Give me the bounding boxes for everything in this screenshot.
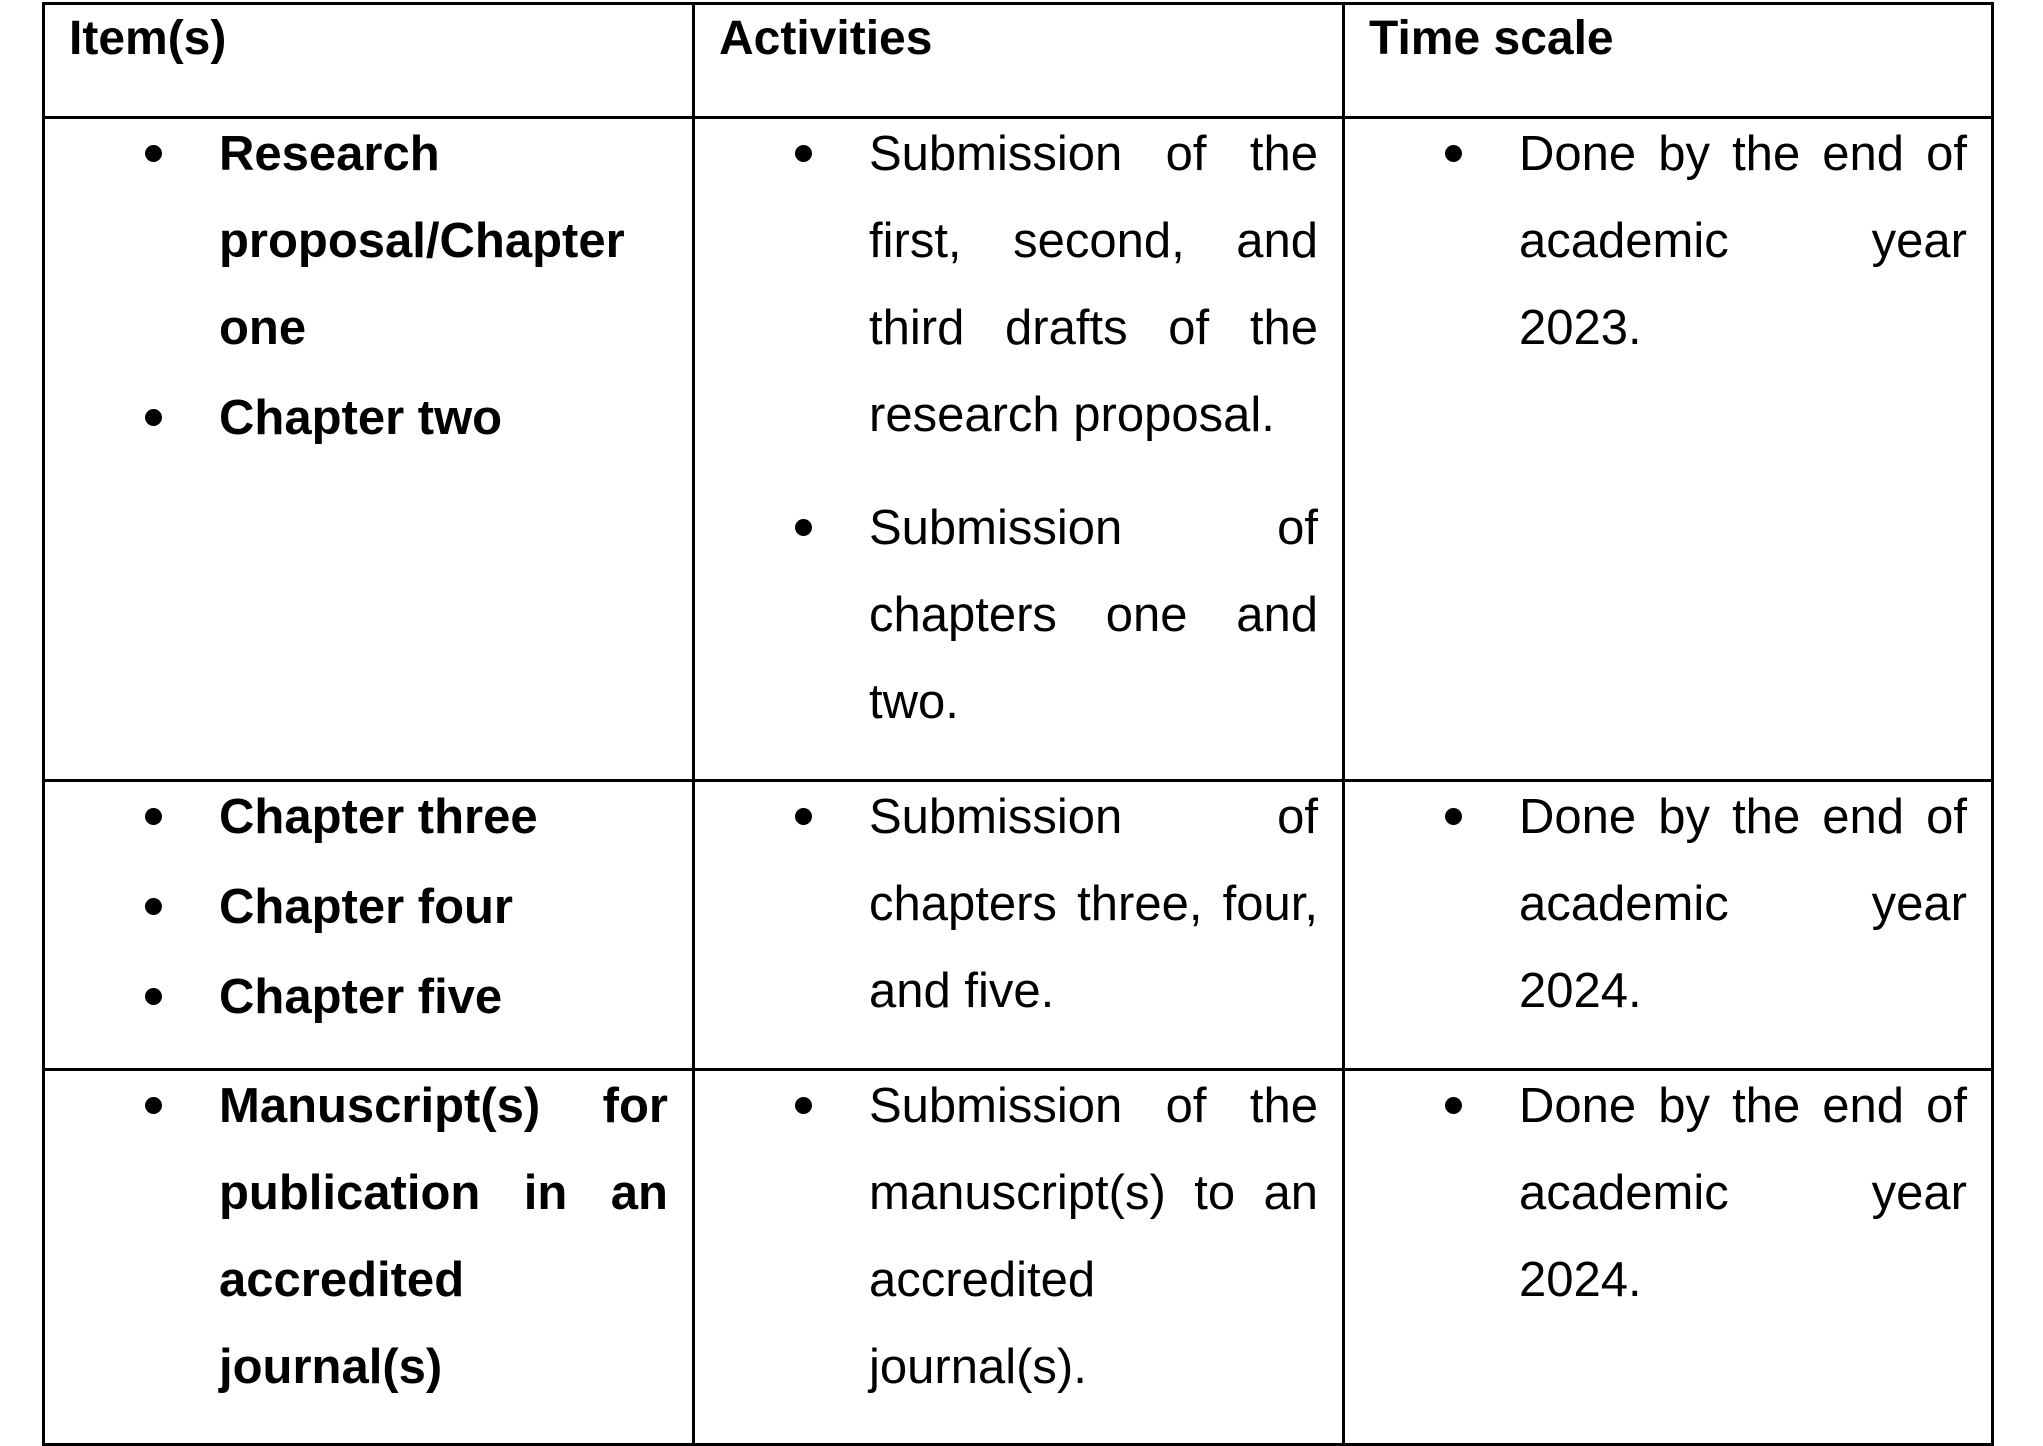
items-cell xyxy=(44,781,694,1070)
list-item: Chapter five xyxy=(45,954,668,1041)
activities-list xyxy=(695,111,1342,746)
list-item: Manuscript(s) for publication in an accredited journal(s) xyxy=(45,1063,668,1411)
items-list xyxy=(45,111,692,462)
bullet-icon xyxy=(145,898,162,915)
time-scale-list xyxy=(1345,111,1991,372)
time-scale-list xyxy=(1345,774,1991,1035)
list-item: Submission of the manuscript(s) to an accredited journal(s). xyxy=(695,1063,1318,1411)
list-item: Submission of chapters one and two. xyxy=(695,485,1318,746)
activities-list xyxy=(695,774,1342,1035)
list-item: Chapter two xyxy=(45,375,668,462)
time-scale-cell xyxy=(1344,781,1993,1070)
activities-cell xyxy=(694,781,1344,1070)
bullet-icon xyxy=(1445,808,1462,825)
list-item: Research proposal/Chapter one xyxy=(45,111,668,372)
items-list xyxy=(45,1063,692,1411)
table-header-row xyxy=(44,4,1993,118)
items-cell xyxy=(44,1070,694,1445)
activities-list xyxy=(695,1063,1342,1411)
bullet-icon xyxy=(145,988,162,1005)
list-item: Submission of chapters three, four, and five. xyxy=(695,774,1318,1035)
bullet-icon xyxy=(795,808,812,825)
bullet-icon xyxy=(145,1097,162,1114)
bullet-icon xyxy=(795,145,812,162)
bullet-icon xyxy=(795,1097,812,1114)
bullet-icon xyxy=(795,519,812,536)
bullet-icon xyxy=(145,145,162,162)
list-item: Done by the end of academic year 2024. xyxy=(1345,1063,1967,1324)
activities-cell xyxy=(694,1070,1344,1445)
list-item: Chapter four xyxy=(45,864,668,951)
header-activities: Activities xyxy=(694,4,1344,118)
schedule-table xyxy=(42,2,1994,1446)
header-items: Item(s) xyxy=(44,4,694,118)
items-cell xyxy=(44,118,694,781)
items-list xyxy=(45,774,692,1041)
time-scale-cell xyxy=(1344,118,1993,781)
list-item: Done by the end of academic year 2024. xyxy=(1345,774,1967,1035)
time-scale-cell xyxy=(1344,1070,1993,1445)
bullet-icon xyxy=(1445,1097,1462,1114)
list-item: Submission of the first, second, and third drafts of the research proposal. xyxy=(695,111,1318,459)
table-row xyxy=(44,1070,1993,1445)
table-row xyxy=(44,118,1993,781)
bullet-icon xyxy=(1445,145,1462,162)
list-item: Done by the end of academic year 2023. xyxy=(1345,111,1967,372)
table-row xyxy=(44,781,1993,1070)
header-time-scale: Time scale xyxy=(1344,4,1993,118)
bullet-icon xyxy=(145,808,162,825)
time-scale-list xyxy=(1345,1063,1991,1324)
bullet-icon xyxy=(145,409,162,426)
activities-cell xyxy=(694,118,1344,781)
list-item: Chapter three xyxy=(45,774,668,861)
